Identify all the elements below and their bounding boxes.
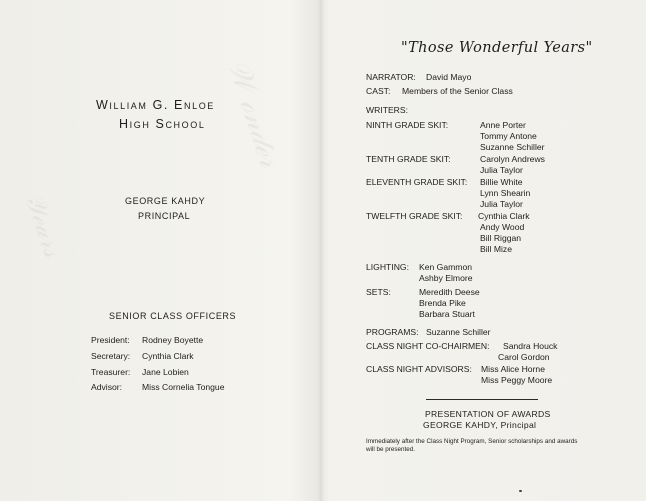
lighting-label: LIGHTING: [366, 262, 409, 272]
skit-writer: Billie White [480, 177, 523, 187]
advisors-label: CLASS NIGHT ADVISORS: [366, 364, 472, 374]
cast-label: CAST: [366, 86, 391, 96]
footnote-line1: Immediately after the Class Night Program, Senior scholarships and awards [366, 438, 578, 445]
officer-role: Secretary: [91, 351, 131, 361]
officers-heading: SENIOR CLASS OFFICERS [109, 311, 237, 321]
cochairman-name: Carol Gordon [498, 352, 550, 362]
awards-heading: PRESENTATION OF AWARDS [425, 409, 551, 419]
program-title: "Those Wonderful Years" [401, 40, 593, 56]
skit-writer: Cynthia Clark [478, 211, 530, 221]
officer-name: Rodney Boyette [142, 335, 204, 345]
skit-writer: Bill Mize [480, 244, 512, 254]
sets-name: Barbara Stuart [419, 309, 475, 319]
skit-writer: Lynn Shearin [480, 188, 531, 198]
skit-writer: Andy Wood [480, 222, 525, 232]
skit-writer: Bill Riggan [480, 233, 522, 243]
show-through-lettering-2: 𝒴ℯ𝒶𝓇𝓈 [18, 189, 68, 262]
skit-writer: Suzanne Schiller [480, 142, 545, 152]
officer-role: Treasurer: [91, 367, 131, 377]
sets-label: SETS: [366, 287, 391, 297]
school-name-line1: William G. Enloe [96, 98, 215, 112]
center-fold [318, 0, 324, 501]
advisor-name: Miss Alice Horne [481, 364, 545, 374]
programs-label: PROGRAMS: [366, 327, 419, 337]
officer-role: Advisor: [91, 382, 123, 392]
section-divider [426, 399, 538, 400]
skit-writer: Anne Porter [480, 120, 526, 130]
cochairmen-label: CLASS NIGHT CO-CHAIRMEN: [366, 341, 490, 351]
show-through-lettering: 𝒲 ℴ𝓃𝒹ℯ𝓇 [219, 55, 288, 172]
school-name-line2: High School [119, 117, 206, 131]
skit-writer: Tommy Antone [480, 131, 537, 141]
principal-title: PRINCIPAL [138, 211, 191, 221]
sets-name: Meredith Deese [419, 287, 480, 297]
skit-label: ELEVENTH GRADE SKIT: [366, 177, 468, 187]
lighting-name: Ashby Elmore [419, 273, 473, 283]
officer-name: Cynthia Clark [142, 351, 194, 361]
skit-writer: Julia Taylor [480, 199, 523, 209]
officer-name: Miss Cornelia Tongue [142, 382, 225, 392]
cast-value: Members of the Senior Class [402, 86, 513, 96]
cochairman-name: Sandra Houck [503, 341, 558, 351]
skit-label: TENTH GRADE SKIT: [366, 154, 451, 164]
footnote-line2: will be presented. [366, 446, 416, 453]
advisor-name: Miss Peggy Moore [481, 375, 553, 385]
skit-writer: Julia Taylor [480, 165, 523, 175]
narrator-name: David Mayo [426, 72, 472, 82]
programs-name: Suzanne Schiller [426, 327, 491, 337]
lighting-name: Ken Gammon [419, 262, 473, 272]
writers-label: WRITERS: [366, 105, 409, 115]
principal-name: GEORGE KAHDY [125, 196, 206, 206]
awards-presenter: GEORGE KAHDY, Principal [423, 420, 537, 430]
skit-label: TWELFTH GRADE SKIT: [366, 211, 463, 221]
narrator-label: NARRATOR: [366, 72, 416, 82]
skit-writer: Carolyn Andrews [480, 154, 545, 164]
skit-label: NINTH GRADE SKIT: [366, 120, 449, 130]
officer-role: President: [91, 335, 130, 345]
sets-name: Brenda Pike [419, 298, 466, 308]
officer-name: Jane Lobien [142, 367, 189, 377]
paper-speck [519, 490, 522, 492]
